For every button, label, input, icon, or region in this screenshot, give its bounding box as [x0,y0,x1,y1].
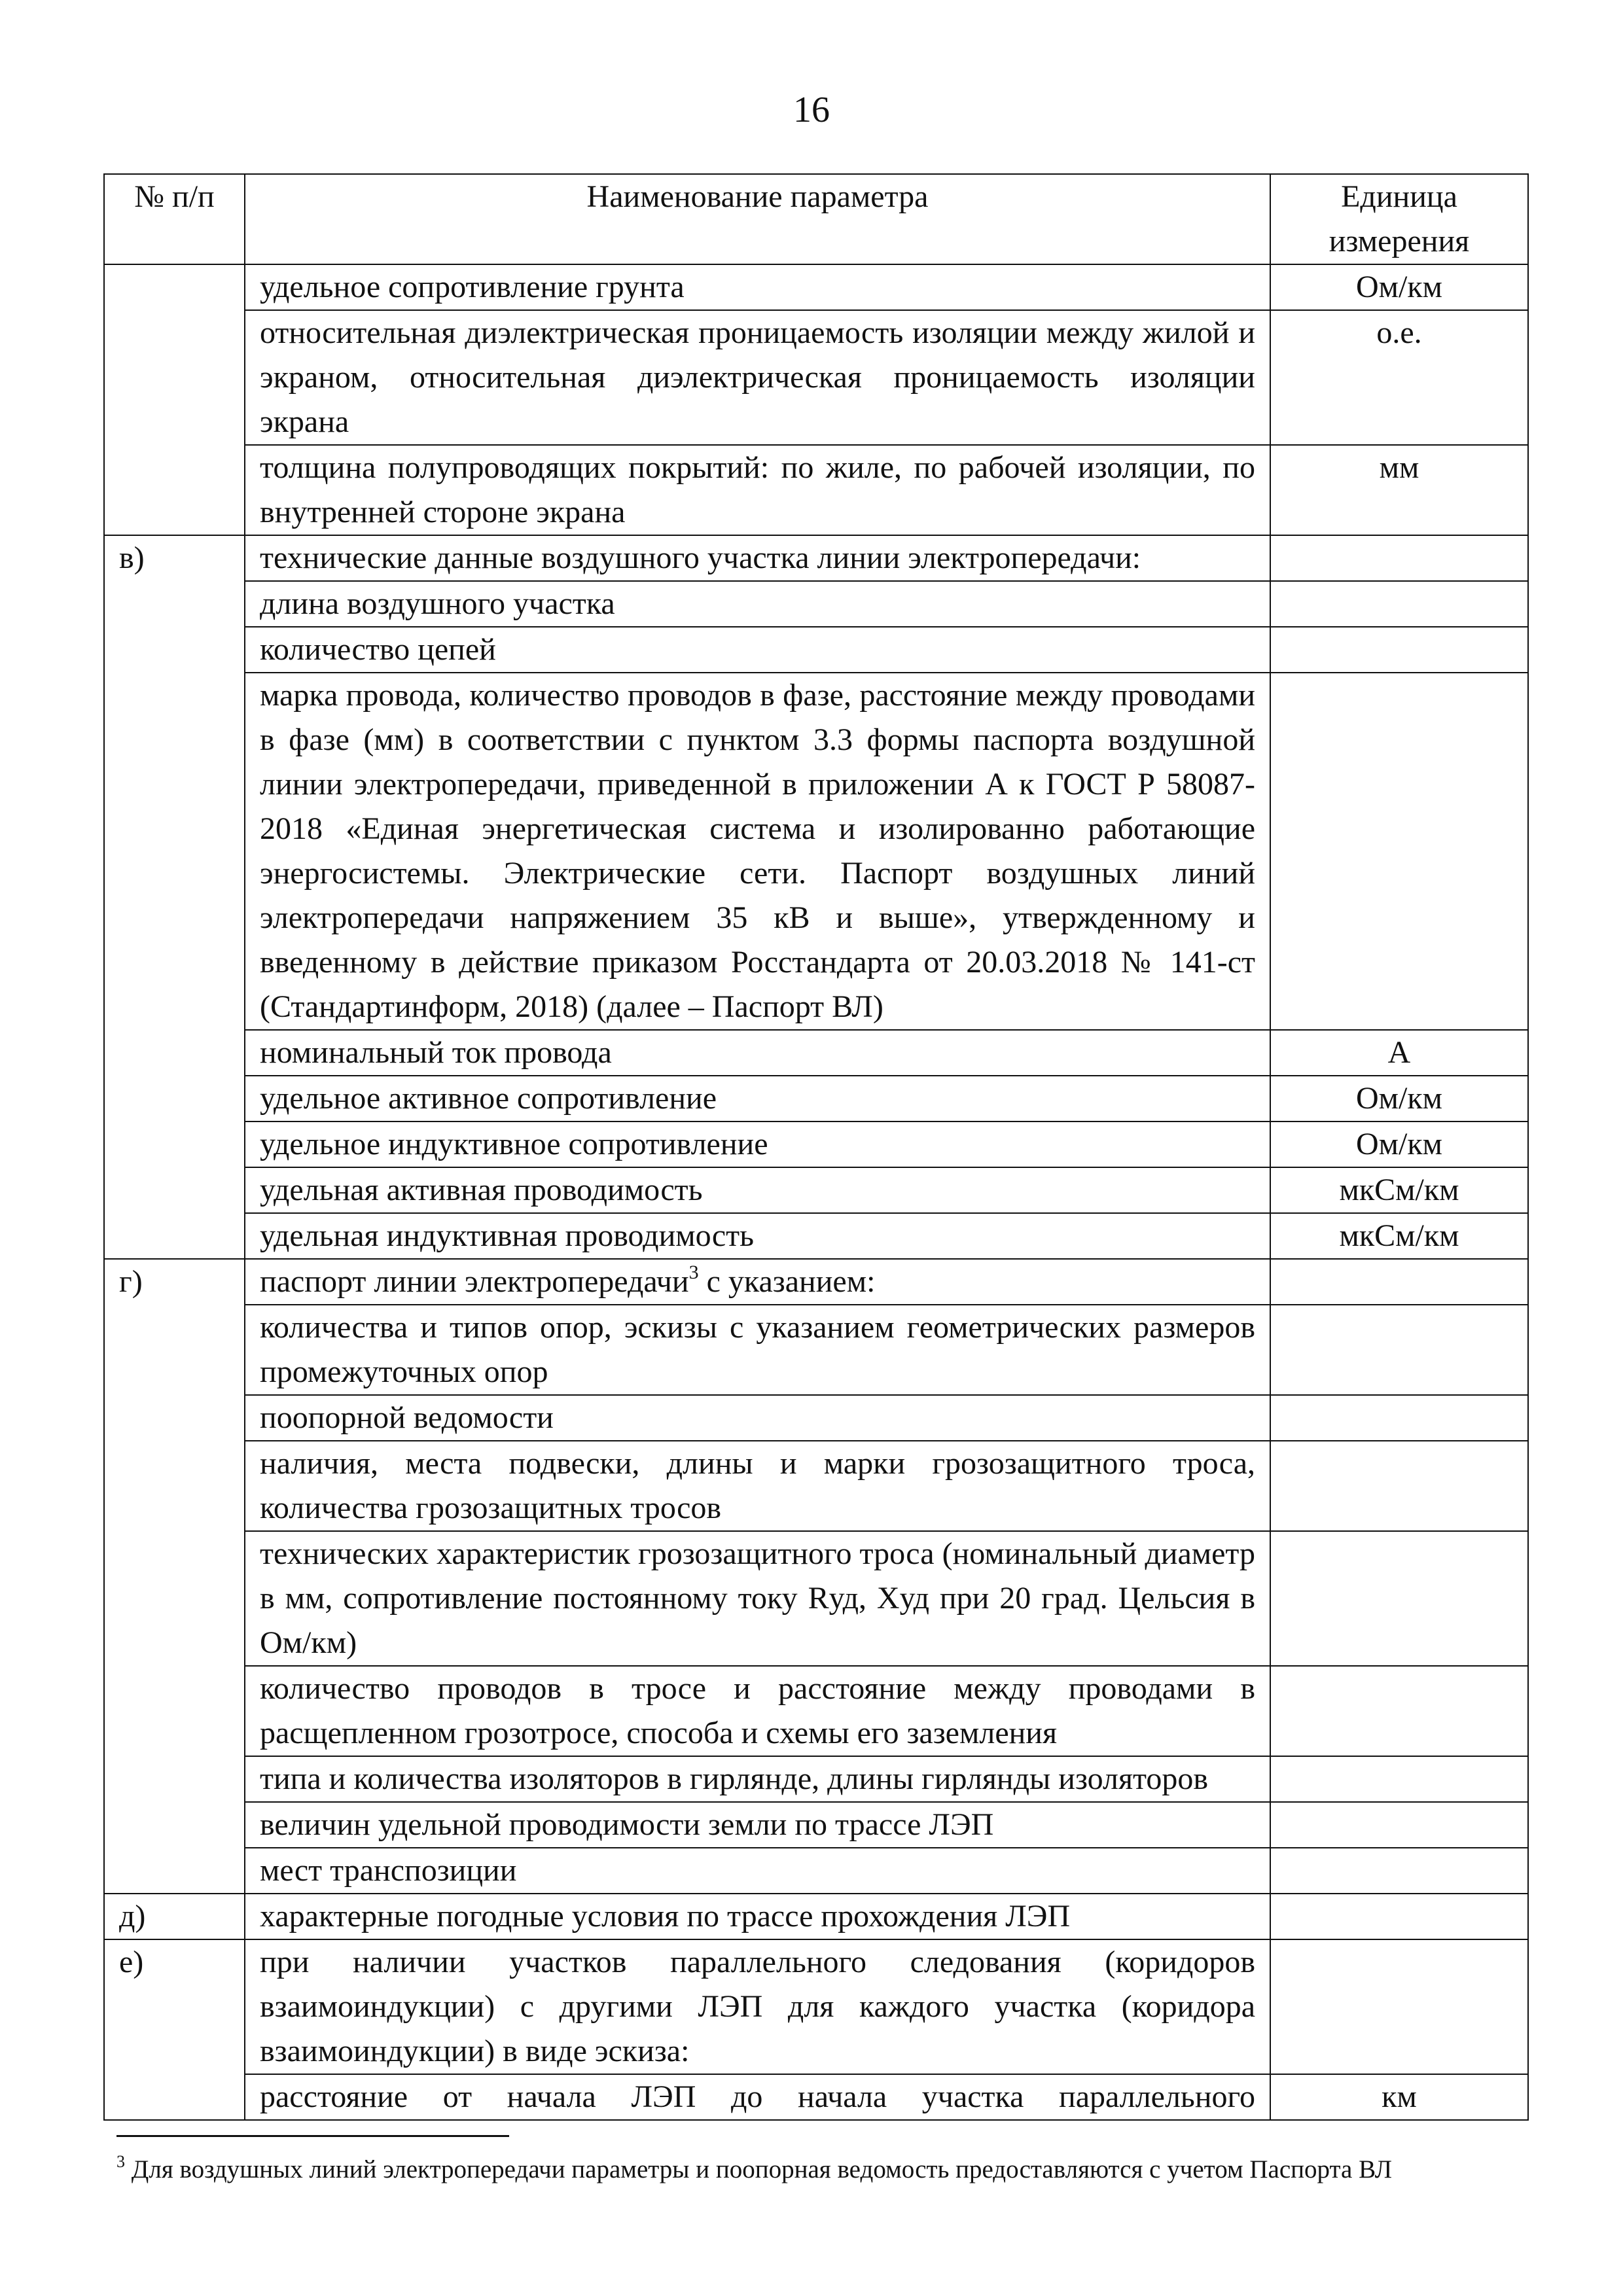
parameter-unit: км [1270,2074,1528,2120]
table-row [104,1802,1528,1848]
table-row [104,1441,1528,1531]
table-row [104,1531,1528,1666]
row-number: е) [104,1939,245,2120]
parameter-name: удельное активное сопротивление [245,1076,1270,1122]
row-number: г) [104,1259,245,1894]
parameter-name: удельная активная проводимость [245,1167,1270,1213]
parameter-unit [1270,1756,1528,1802]
header-unit: Единица измерения [1270,174,1528,264]
table-header-row [104,174,1528,264]
parameter-unit: Ом/км [1270,1076,1528,1122]
parameter-unit [1270,1305,1528,1395]
parameter-name-text-tail: с указанием: [698,1264,876,1299]
parameter-name: марка провода, количество проводов в фазе, расстояние между проводами в фазе (мм) в соответствии с пунктом 3.3 формы паспорта воздушной линии электропередачи, приведенной в приложении А к ГОСТ Р 58087-2018 «Единая энергетическая система и изолированно работающие энергосистемы. Электрические сети. Паспорт воздушных линий электропередачи напряжением 35 кВ и выше», утвержденному и введенному в действие приказом Росстандарта от 20.03.2018 № 141-ст (Стандартинформ, 2018) (далее – Паспорт ВЛ) [245,673,1270,1030]
table-row [104,1666,1528,1756]
page-number: 16 [793,90,830,130]
parameter-name: номинальный ток провода [245,1030,1270,1076]
parameter-unit [1270,581,1528,627]
footnote-separator [116,2135,509,2137]
parameter-name: количества и типов опор, эскизы с указанием геометрических размеров промежуточных опор [245,1305,1270,1395]
parameter-name-text: паспорт линии электропередачи [260,1264,689,1299]
table-row [104,1030,1528,1076]
table-row [104,1894,1528,1939]
parameter-unit [1270,1395,1528,1441]
table-row [104,264,1528,310]
parameter-unit [1270,1441,1528,1531]
parameter-name: технические данные воздушного участка линии электропередачи: [245,535,1270,581]
parameter-name: относительная диэлектрическая проницаемость изоляции между жилой и экраном, относительная диэлектрическая проницаемость изоляции экрана [245,310,1270,445]
table-row [104,1213,1528,1259]
table-row [104,1305,1528,1395]
parameter-name: удельное индуктивное сопротивление [245,1122,1270,1167]
table-row [104,1076,1528,1122]
parameter-unit [1270,1802,1528,1848]
table-row [104,445,1528,535]
table-row [104,1756,1528,1802]
parameter-name: удельная индуктивная проводимость [245,1213,1270,1259]
parameter-unit [1270,1848,1528,1894]
footnote-text: Для воздушных линий электропередачи параметры и поопорная ведомость предоставляются с учетом Паспорта ВЛ [125,2155,1393,2183]
row-number: д) [104,1894,245,1939]
footnote [116,2153,1524,2187]
parameters-table [103,173,1529,2121]
parameter-unit: о.е. [1270,310,1528,445]
table-row [104,1395,1528,1441]
parameter-name: расстояние от начала ЛЭП до начала участка параллельного [245,2074,1270,2120]
parameter-name: мест транспозиции [245,1848,1270,1894]
table-row [104,1122,1528,1167]
table-row [104,581,1528,627]
table-row [104,535,1528,581]
parameter-name: типа и количества изоляторов в гирлянде, длины гирлянды изоляторов [245,1756,1270,1802]
parameter-unit: А [1270,1030,1528,1076]
parameter-unit [1270,627,1528,673]
parameter-name: удельное сопротивление грунта [245,264,1270,310]
table-row [104,310,1528,445]
footnote-mark: 3 [116,2152,125,2171]
parameter-unit [1270,1531,1528,1666]
footnote-reference[interactable]: 3 [688,1262,699,1283]
parameter-name: технических характеристик грозозащитного троса (номинальный диаметр в мм, сопротивление постоянному току Rуд, Xуд при 20 град. Цельсия в Ом/км) [245,1531,1270,1666]
parameter-name: количество цепей [245,627,1270,673]
parameter-unit [1270,535,1528,581]
table-row [104,627,1528,673]
row-number: в) [104,535,245,1259]
parameter-unit [1270,1894,1528,1939]
table-row [104,1259,1528,1305]
table-row [104,673,1528,1030]
parameter-name: толщина полупроводящих покрытий: по жиле, по рабочей изоляции, по внутренней стороне экрана [245,445,1270,535]
table-row [104,1848,1528,1894]
parameter-name: поопорной ведомости [245,1395,1270,1441]
parameter-name: длина воздушного участка [245,581,1270,627]
parameter-unit [1270,1666,1528,1756]
parameter-name [245,1259,1270,1305]
row-number [104,264,245,535]
header-number: № п/п [104,174,245,264]
parameter-unit: мм [1270,445,1528,535]
parameter-unit [1270,1259,1528,1305]
parameter-unit: Ом/км [1270,1122,1528,1167]
parameter-unit: мкСм/км [1270,1213,1528,1259]
parameter-unit: мкСм/км [1270,1167,1528,1213]
header-parameter-name: Наименование параметра [245,174,1270,264]
parameter-name: характерные погодные условия по трассе прохождения ЛЭП [245,1894,1270,1939]
parameter-name: наличия, места подвески, длины и марки грозозащитного троса, количества грозозащитных тросов [245,1441,1270,1531]
table-row [104,1167,1528,1213]
parameter-unit: Ом/км [1270,264,1528,310]
parameter-name: величин удельной проводимости земли по трассе ЛЭП [245,1802,1270,1848]
table-row [104,1939,1528,2074]
table-row [104,2074,1528,2120]
parameter-name: при наличии участков параллельного следования (коридоров взаимоиндукции) с другими ЛЭП для каждого участка (коридора взаимоиндукции) в виде эскиза: [245,1939,1270,2074]
parameter-unit [1270,673,1528,1030]
parameter-name: количество проводов в тросе и расстояние между проводами в расщепленном грозотросе, способа и схемы его заземления [245,1666,1270,1756]
parameter-unit [1270,1939,1528,2074]
